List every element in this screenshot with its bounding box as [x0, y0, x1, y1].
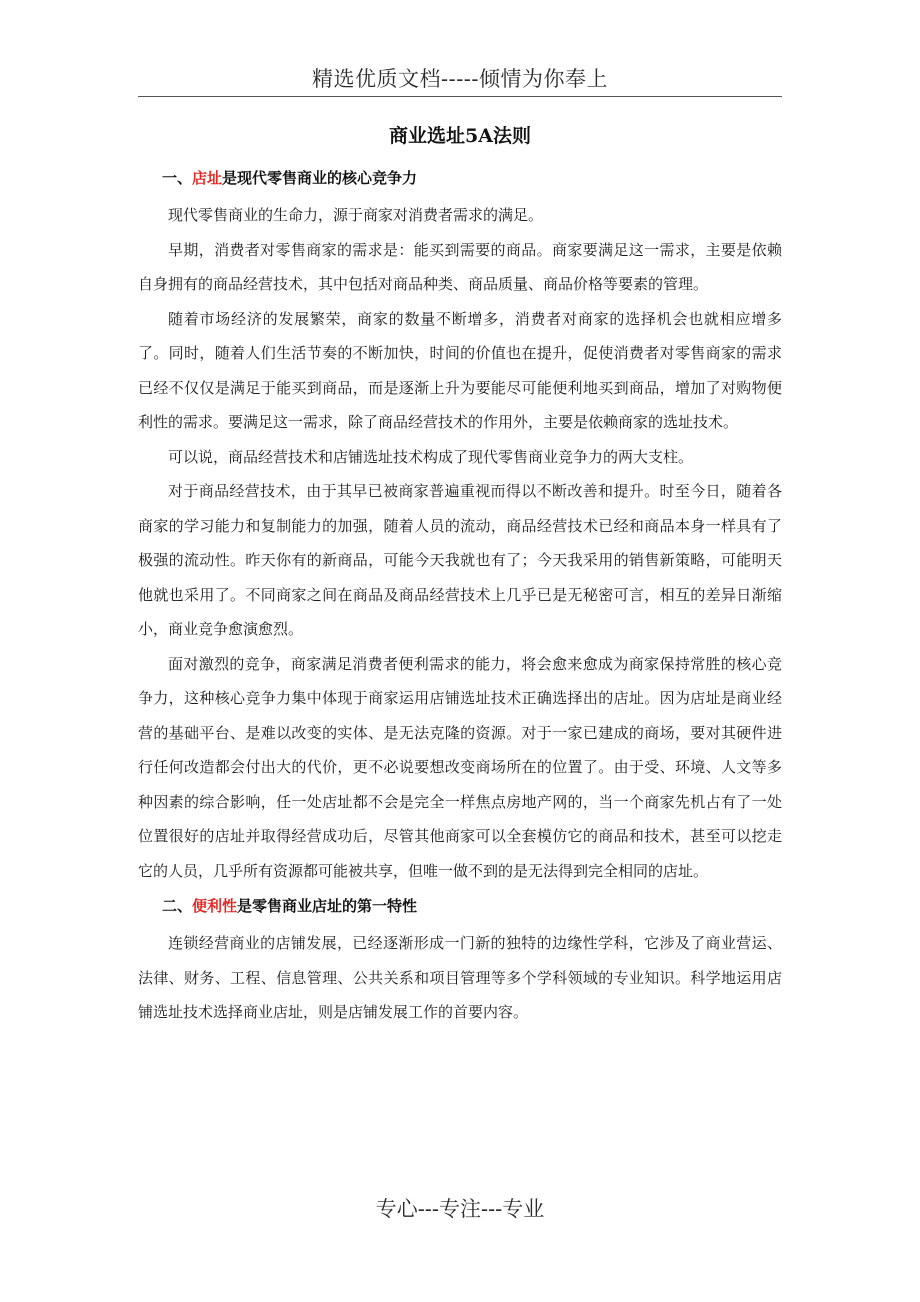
section-2-prefix: 二、	[162, 897, 193, 915]
paragraph: 可以说，商品经营技术和店铺选址技术构成了现代零售商业竞争力的两大支柱。	[168, 447, 694, 466]
document-title: 商业选址5A法则	[389, 125, 531, 147]
paragraph: 连锁经营商业的店铺发展，已经逐渐形成一门新的独特的边缘性学科，它涉及了商业营运、法律、财务、工程、信息管理、公共关系和项目管理等多个学科领域的专业知识。科学地运用店铺选址技术选择商业店址，则是店铺发展工作的首要内容。	[138, 934, 782, 1021]
section-1-highlight: 店址	[192, 169, 223, 187]
header-text: 精选优质文档-----倾情为你奉上	[312, 67, 608, 91]
page-header	[138, 64, 782, 97]
section-1-suffix: 是现代零售商业的核心竞争力	[222, 169, 418, 187]
document-body	[138, 160, 782, 1030]
section-heading-2	[138, 888, 782, 924]
section-heading-1	[138, 160, 782, 196]
paragraph: 面对激烈的竞争，商家满足消费者便利需求的能力，将会愈来愈成为商家保持常胜的核心竞争力，这种核心竞争力集中体现于商家运用店铺选址技术正确选择出的店址。因为店址是商业经营的基础平台、是难以改变的实体、是无法克隆的资源。对于一家已建成的商场，要对其硬件进行任何改造都会付出大的代价，更不必说要想改变商场所在的位置了。由于受、环境、人文等多种因素的综合影响，任一处店址都不会是完全一样焦点房地产网的，当一个商家先机占有了一处位置很好的店址并取得经营成功后，尽管其他商家可以全套模仿它的商品和技术，甚至可以挖走它的人员，几乎所有资源都可能被共享，但唯一做不到的是无法得到完全相同的店址。	[138, 654, 782, 880]
paragraph: 现代零售商业的生命力，源于商家对消费者需求的满足。	[168, 206, 544, 224]
paragraph: 对于商品经营技术，由于其早已被商家普遍重视而得以不断改善和提升。时至今日，随着各商家的学习能力和复制能力的加强，随着人员的流动，商品经营技术已经和商品本身一样具有了极强的流动性。昨天你有的新商品，可能今天我就也有了；今天我采用的销售新策略，可能明天他就也采用了。不同商家之间在商品及商品经营技术上几乎已是无秘密可言，相互的差异日渐缩小，商业竞争愈演愈烈。	[138, 482, 782, 638]
page-footer	[138, 1194, 782, 1224]
section-2-suffix: 是零售商业店址的第一特性	[237, 897, 418, 915]
section-1-prefix: 一、	[162, 169, 193, 187]
paragraph: 随着市场经济的发展繁荣，商家的数量不断增多，消费者对商家的选择机会也就相应增多了。同时，随着人们生活节奏的不断加快，时间的价值也在提升，促使消费者对零售商家的需求已经不仅仅是满足于能买到商品，而是逐渐上升为要能尽可能便利地买到商品，增加了对购物便利性的需求。要满足这一需求，除了商品经营技术的作用外，主要是依赖商家的选址技术。	[138, 309, 782, 431]
footer-text: 专心---专注---专业	[375, 1197, 545, 1221]
section-2-highlight: 便利性	[192, 897, 238, 915]
paragraph: 早期，消费者对零售商家的需求是：能买到需要的商品。商家要满足这一需求，主要是依赖自身拥有的商品经营技术，其中包括对商品种类、商品质量、商品价格等要素的管理。	[138, 240, 782, 293]
